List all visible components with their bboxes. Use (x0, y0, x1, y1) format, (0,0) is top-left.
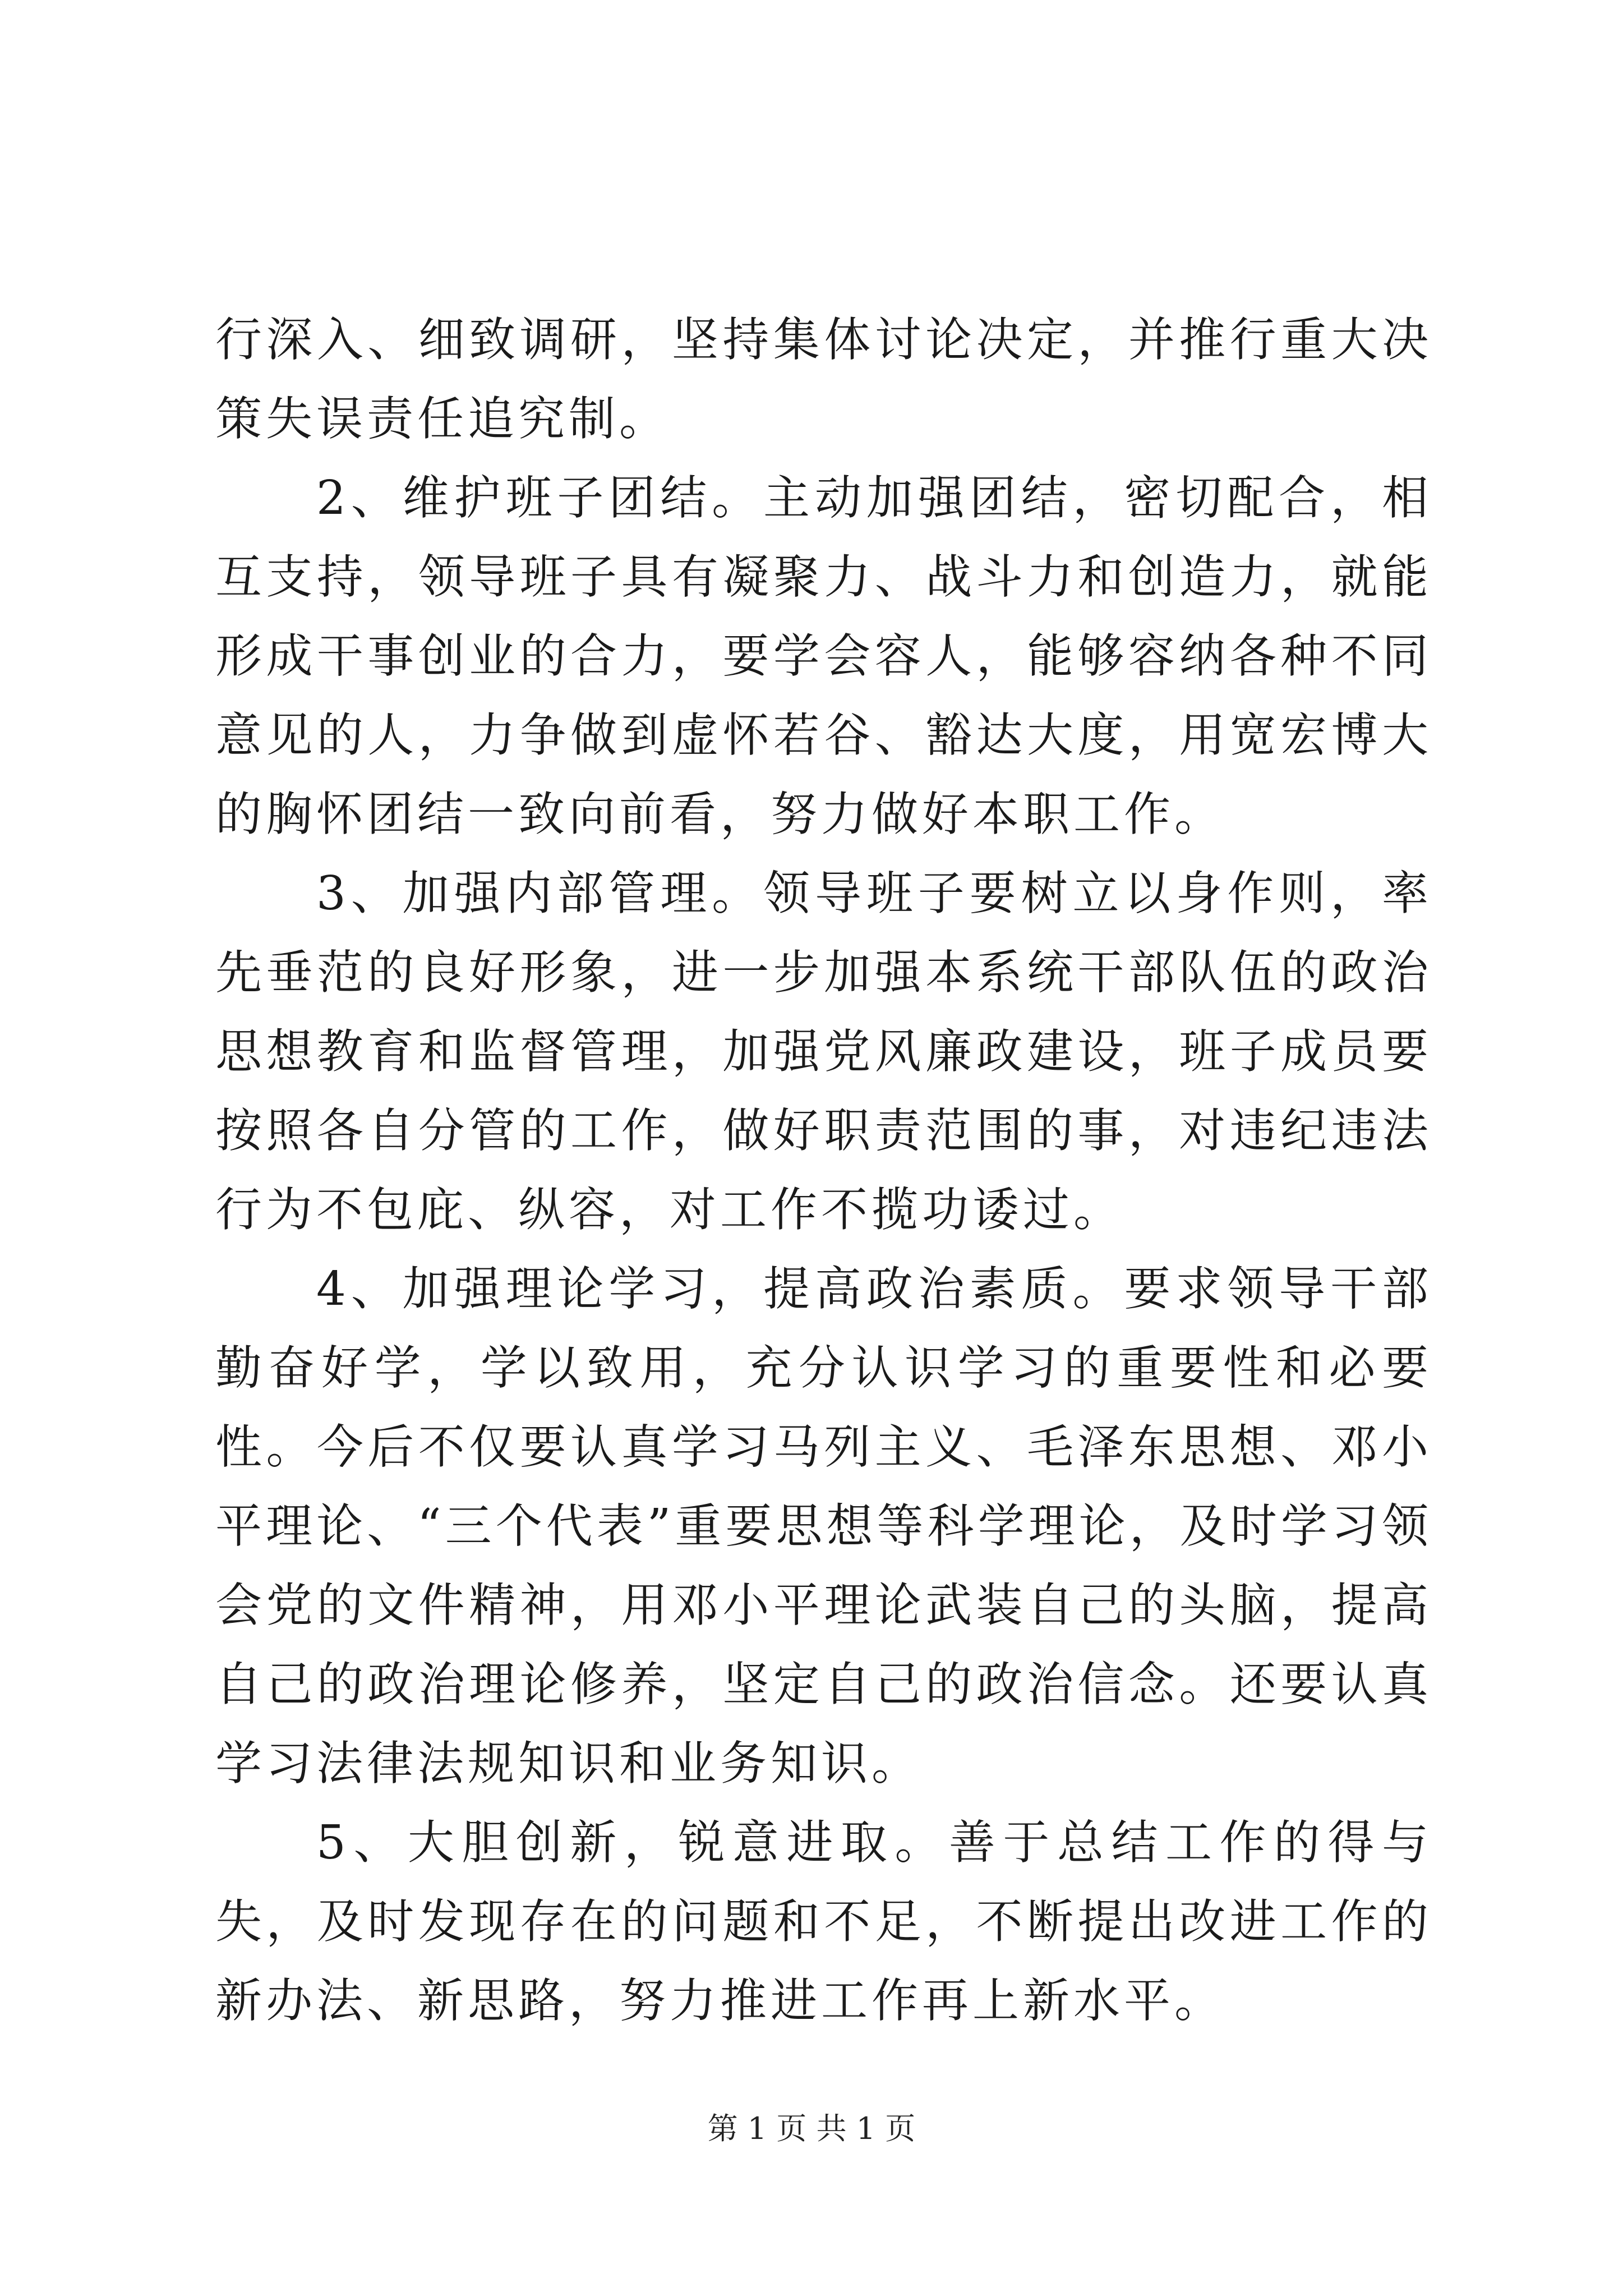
document-body (215, 300, 1432, 2040)
paragraph-item-2: 2、维护班子团结。主动加强团结，密切配合，相互支持，领导班子具有凝聚力、战斗力和创造力，就能形成干事创业的合力，要学会容人，能够容纳各种不同意见的人，力争做到虚怀若谷、豁达大度，用宽宏博大的胸怀团结一致向前看，努力做好本职工作。 (215, 471, 1432, 841)
paragraph-item-5: 5、大胆创新，锐意进取。善于总结工作的得与失，及时发现存在的问题和不足，不断提出改进工作的新办法、新思路，努力推进工作再上新水平。 (215, 1815, 1432, 2028)
paragraph-item-4: 4、加强理论学习，提高政治素质。要求领导干部勤奋好学，学以致用，充分认识学习的重要性和必要性。今后不仅要认真学习马列主义、毛泽东思想、邓小平理论、“三个代表”重要思想等科学理论，及时学习领会党的文件精神，用邓小平理论武装自己的头脑，提高自己的政治理论修养，坚定自己的政治信念。还要认真学习法律法规知识和业务知识。 (215, 1262, 1432, 1791)
paragraph-item-3: 3、加强内部管理。领导班子要树立以身作则，率先垂范的良好形象，进一步加强本系统干部队伍的政治思想教育和监督管理，加强党风廉政建设，班子成员要按照各自分管的工作，做好职责范围的事，对违纪违法行为不包庇、纵容，对工作不揽功诿过。 (215, 866, 1432, 1237)
paragraph-continuation: 行深入、细致调研，坚持集体讨论决定，并推行重大决策失误责任追究制。 (215, 312, 1432, 446)
page-number-footer: 第 1 页 共 1 页 (707, 2111, 916, 2146)
